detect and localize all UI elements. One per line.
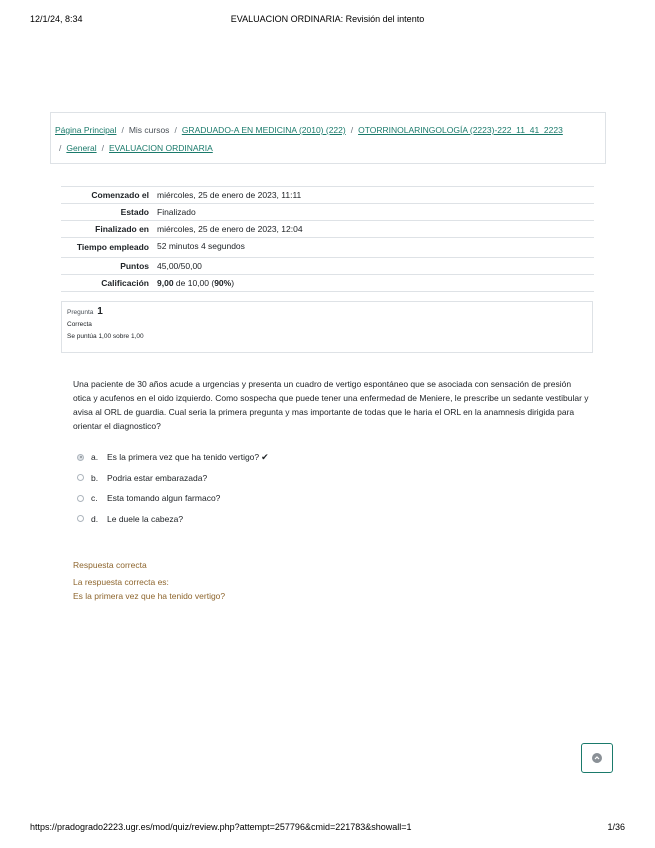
breadcrumb-degree-link[interactable]: GRADUADO-A EN MEDICINA (2010) (222) — [181, 125, 346, 135]
summary-row-started — [61, 187, 594, 204]
radio-button[interactable] — [77, 495, 84, 502]
question-state: Correcta — [67, 321, 92, 328]
breadcrumb-home-link[interactable]: Página Principal — [55, 125, 117, 135]
question-number-label: Pregunta — [67, 309, 94, 316]
grade-out-of: de 10,00 ( — [173, 278, 215, 288]
question-info-box — [61, 301, 593, 353]
question-number — [67, 306, 587, 317]
breadcrumb-separator: / — [101, 143, 104, 153]
summary-value: 45,00/50,00 — [153, 258, 594, 275]
grade-percent: 90% — [214, 278, 232, 288]
breadcrumb-separator: / — [174, 125, 177, 135]
answer-text: Es la primera vez que ha tenido vertigo? — [107, 452, 260, 463]
answer-letter: c. — [91, 493, 98, 504]
answer-text: Podria estar embarazada? — [107, 472, 208, 483]
radio-button[interactable] — [77, 454, 84, 461]
question-text: Una paciente de 30 años acude a urgencias y presenta un cuadro de vertigo espontáneo que se asociada con sensación de presión otica y acufenos en el oido izquierdo. Como sospecha que puede tener una enfermedad de Meniere, le prescribe un sedante vestibular y avisa al ORL de guardia. Cual seria la primera pregunta y mas importante de todas que le haria el ORL en la anamnesis dirigida para orientar el diagnostico? — [73, 379, 589, 431]
breadcrumb — [50, 112, 606, 164]
breadcrumb-separator: / — [59, 143, 62, 153]
summary-value: 52 minutos 4 segundos — [153, 238, 594, 258]
breadcrumb-separator: / — [350, 125, 354, 135]
answer-list — [77, 447, 269, 529]
summary-label: Comenzado el — [61, 187, 153, 204]
answer-option-d[interactable] — [77, 509, 269, 530]
summary-row-points — [61, 258, 594, 275]
summary-row-finished — [61, 221, 594, 238]
feedback — [73, 558, 225, 603]
breadcrumb-general-link[interactable]: General — [66, 143, 97, 153]
summary-row-state — [61, 204, 594, 221]
answer-letter: a. — [91, 452, 99, 463]
summary-row-grade — [61, 275, 594, 292]
breadcrumb-quiz-link[interactable]: EVALUACION ORDINARIA — [109, 143, 213, 153]
radio-button[interactable] — [77, 474, 84, 481]
answer-option-c[interactable] — [77, 488, 269, 509]
breadcrumb-course-link[interactable]: OTORRINOLARINGOLOGÍA (2223)-222_11_41_2223 — [358, 125, 563, 135]
radio-button[interactable] — [77, 515, 84, 522]
question-number-value: 1 — [97, 306, 103, 317]
answer-text: Le duele la cabeza? — [107, 513, 184, 524]
print-title: EVALUACION ORDINARIA: Revisión del intento — [230, 14, 425, 24]
arrow-up-icon — [592, 753, 602, 763]
question-grade: Se puntúa 1,00 sobre 1,00 — [67, 333, 144, 340]
answer-letter: b. — [91, 472, 99, 483]
breadcrumb-separator: / — [121, 125, 124, 135]
summary-value: Finalizado — [153, 204, 594, 221]
summary-value: miércoles, 25 de enero de 2023, 12:04 — [153, 221, 594, 238]
print-date: 12/1/24, 8:34 — [30, 14, 83, 24]
summary-label: Finalizado en — [61, 221, 153, 238]
feedback-correct-label: La respuesta correcta es: — [73, 577, 169, 587]
print-page-number: 1/36 — [607, 822, 625, 832]
answer-option-b[interactable] — [77, 468, 269, 489]
summary-value — [153, 275, 594, 292]
answer-text: Esta tomando algun farmaco? — [107, 493, 221, 504]
back-to-top-button[interactable] — [581, 743, 613, 773]
summary-value: miércoles, 25 de enero de 2023, 11:11 — [153, 187, 594, 204]
feedback-correct-answer: Es la primera vez que ha tenido vertigo? — [73, 591, 226, 601]
summary-row-time — [61, 238, 594, 258]
breadcrumb-my-courses: Mis cursos — [128, 125, 170, 135]
feedback-result: Respuesta correcta — [73, 560, 147, 570]
summary-label: Estado — [61, 204, 153, 221]
answer-letter: d. — [91, 513, 99, 524]
print-url: https://pradogrado2223.ugr.es/mod/quiz/review.php?attempt=257796&cmid=221783&showall=1 — [30, 822, 412, 832]
answer-option-a[interactable] — [77, 447, 269, 468]
summary-label: Puntos — [61, 258, 153, 275]
grade-close: ) — [231, 278, 235, 288]
attempt-summary-table — [61, 186, 594, 292]
summary-label: Tiempo empleado — [61, 238, 153, 258]
arrow-up-glyph — [594, 755, 600, 761]
grade-score: 9,00 — [157, 278, 174, 288]
summary-label: Calificación — [61, 275, 153, 292]
check-icon: ✔ — [261, 451, 269, 462]
